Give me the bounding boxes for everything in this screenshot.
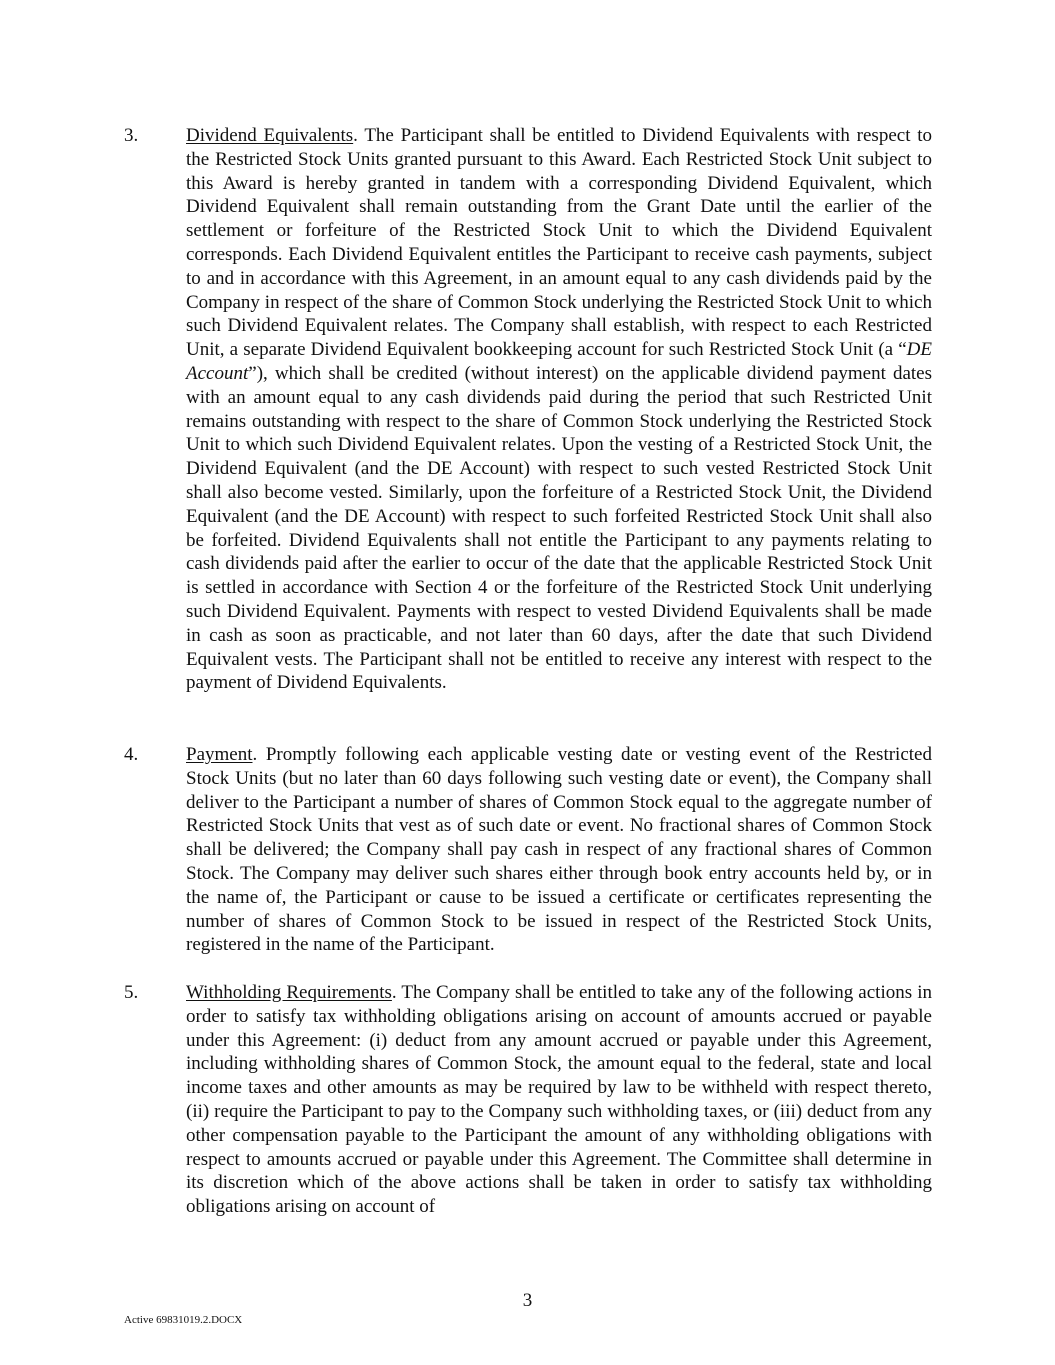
section-number: 5. <box>124 982 139 1003</box>
section-body <box>186 743 932 957</box>
document-id: Active 69831019.2.DOCX <box>124 1314 243 1326</box>
defined-term: DE Account <box>186 339 932 384</box>
page-number: 3 <box>522 1290 533 1311</box>
section-heading: Dividend Equivalents <box>186 125 354 146</box>
section-heading: Payment <box>186 744 253 765</box>
section-text: . The Company shall be entitled to take any of the following actions in order to satisfy tax withholding obligations arising on account of amounts accrued or payable under this Agreement: (i) deduct from any amount accrued or payable under this Agreement, including withholding shares of Common Stock, the amount equal to the federal, state and local income taxes and other amounts as may be required by law to be withheld with respect thereto, (ii) require the Participant to pay to the Company such withholding taxes, or (iii) deduct from any other compensation payable to the Participant the amount of any withholding obligations with respect to amounts accrued or payable under this Agreement. The Committee shall determine in its discretion which of the above actions shall be taken in order to satisfy tax withholding obligations arising on account of <box>186 982 932 1218</box>
section-body <box>186 981 932 1219</box>
section-number: 3. <box>124 125 139 146</box>
section-body <box>186 124 932 695</box>
section-heading: Withholding Requirements <box>186 982 392 1003</box>
section-text: . The Participant shall be entitled to Dividend Equivalents with respect to the Restricted Stock Units granted pursuant to this Award. Each Restricted Stock Unit subject to this Award is hereby granted in tandem with a corresponding Dividend Equivalent, which Dividend Equivalent shall remain outstanding from the Grant Date until the earlier of the settlement or forfeiture of the Restricted Stock Unit to which the Dividend Equivalent corresponds. Each Dividend Equivalent entitles the Participant to receive cash payments, subject to and in accordance with this Agreement, in an amount equal to any cash dividends paid by the Company in respect of the share of Common Stock underlying the Restricted Stock Unit to which such Dividend Equivalent relates. The Company shall establish, with respect to each Restricted Unit, a separate Dividend Equivalent bookkeeping account for such Restricted Stock Unit (a “ <box>186 125 932 361</box>
section-number: 4. <box>124 744 139 765</box>
section-text-continued: ”), which shall be credited (without interest) on the applicable dividend payment dates with an amount equal to any cash dividends paid during the period that such Restricted Unit remains outstanding with respect to the share of Common Stock underlying the Restricted Stock Unit to which such Dividend Equivalent relates. Upon the vesting of a Restricted Stock Unit, the Dividend Equivalent (and the DE Account) with respect to such vested Restricted Stock Unit shall also become vested. Similarly, upon the forfeiture of a Restricted Stock Unit, the Dividend Equivalent (and the DE Account) with respect to such forfeited Restricted Stock Unit shall also be forfeited. Dividend Equivalents shall not entitle the Participant to any payments relating to cash dividends paid after the earlier to occur of the date that the applicable Restricted Stock Unit is settled in accordance with Section 4 or the forfeiture of the Restricted Stock Unit underlying such Dividend Equivalent. Payments with respect to vested Dividend Equivalents shall be made in cash as soon as practicable, and not later than 60 days, after the date that such Dividend Equivalent vests. The Participant shall not be entitled to receive any interest with respect to the payment of Dividend Equivalents. <box>186 362 932 694</box>
section-text: . Promptly following each applicable vesting date or vesting event of the Restricted Stock Units (but no later than 60 days following such vesting date or event), the Company shall deliver to the Participant a number of shares of Common Stock equal to the aggregate number of Restricted Stock Units that vest as of such date or event. No fractional shares of Common Stock shall be delivered; the Company shall pay cash in respect of any fractional shares of Common Stock. The Company may deliver such shares either through book entry accounts held by, or in the name of, the Participant or cause to be issued a certificate or certificates representing the number of shares of Common Stock to be issued in respect of the Restricted Stock Units, registered in the name of the Participant. <box>186 744 932 956</box>
